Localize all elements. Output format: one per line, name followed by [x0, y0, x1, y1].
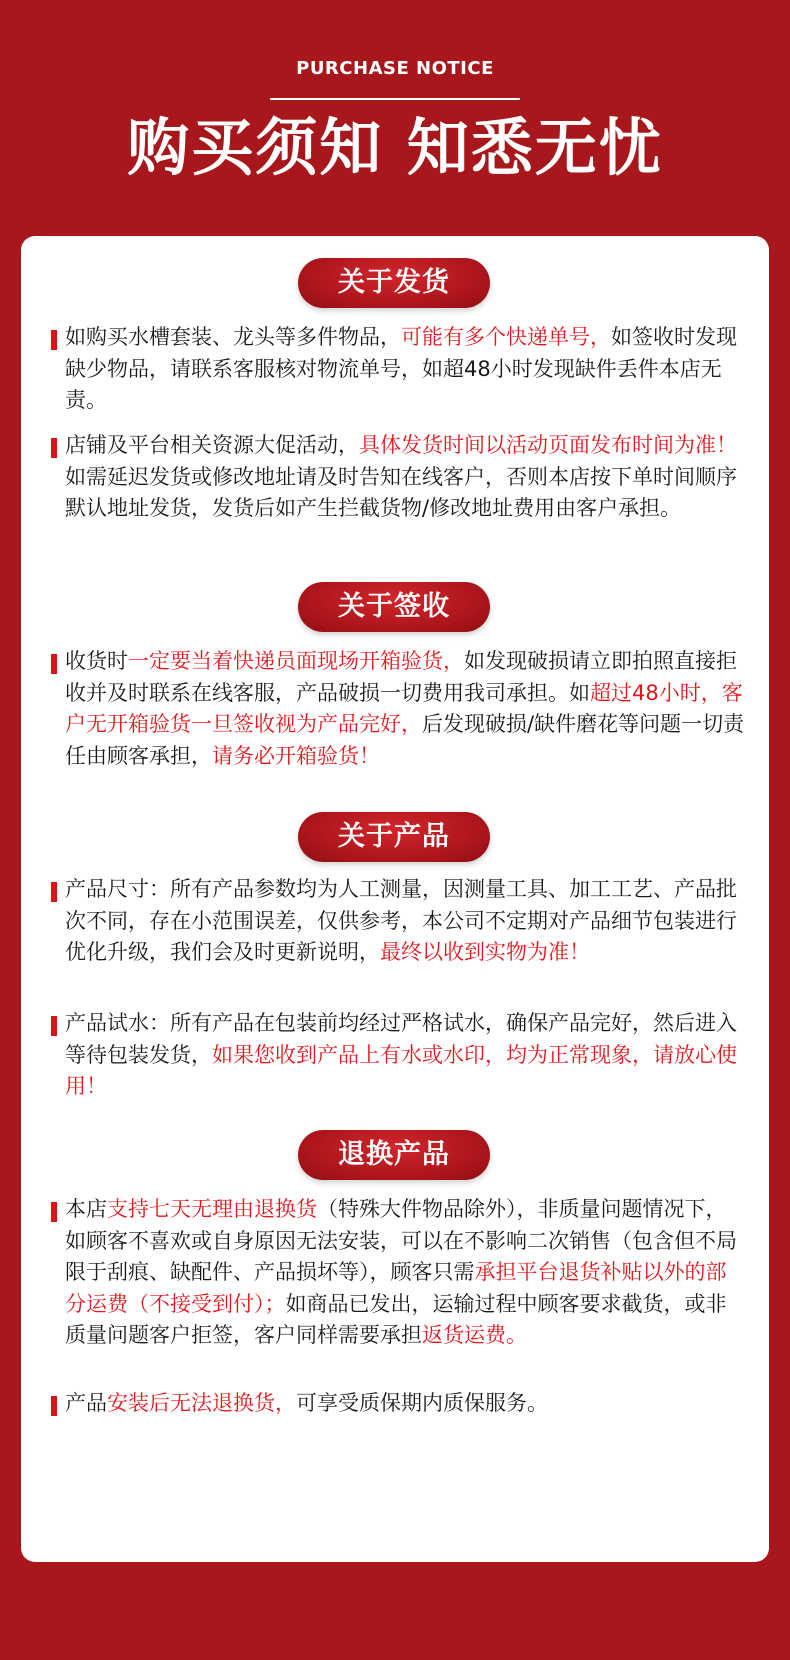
text-run: 如发现破损请立即拍照直接拒收并及时联系在线客服，产品破损一切费用我司承担。如	[65, 649, 737, 705]
text-run-highlight: 安装后无法退换货，	[107, 1391, 296, 1415]
shipping-paragraph-1	[45, 322, 745, 417]
bullet-bar	[51, 1396, 57, 1416]
text-run: 如商品已发出，运输过程中顾客要求截货，或非质量问题客户拒签，客户同样需要承担	[65, 1291, 727, 1347]
text-run-highlight: 可能有多个快递单号，	[401, 325, 611, 349]
text-run: （特殊大件物品除外），非质量问题情况下，如顾客不喜欢或自身原因无法安装，可以在不影响二次销售（包含但不局限于刮痕、缺配件、产品损坏等），顾客只需	[65, 1197, 737, 1284]
text-run-highlight: 如果您收到产品上有水或水印，均为正常现象，请放心使用！	[65, 1042, 737, 1098]
text-run-highlight: 返货运费。	[422, 1323, 527, 1347]
text-run: 产品尺寸：所有产品参数均为人工测量，因测量工具、加工工艺、产品批次不同，存在小范围误差，仅供参考，本公司不定期对产品细节包装进行优化升级，我们会及时更新说明，	[65, 877, 737, 964]
returns-paragraph-2	[45, 1388, 745, 1420]
text-run: 本店	[65, 1197, 107, 1221]
bullet-bar	[51, 654, 57, 674]
text-run-highlight: 超过48小时，客户无开箱验货一旦签收视为产品完好，	[65, 680, 743, 736]
product-paragraph-2	[45, 1008, 745, 1103]
section-title-receipt: 关于签收	[298, 582, 490, 632]
bullet-bar	[51, 330, 57, 350]
text-run: 如签收时发现缺少物品，请联系客服核对物流单号，如超48小时发现缺件丢件本店无责。	[65, 325, 737, 412]
product-paragraph-1	[45, 874, 745, 969]
text-run-highlight: 请务必开箱验货！	[212, 743, 380, 768]
receipt-paragraph-1	[45, 646, 745, 772]
text-run: 产品试水：所有产品在包装前均经过严格试水，确保产品完好，然后进入等待包装发货，	[65, 1011, 737, 1067]
text-run: 如购买水槽套装、龙头等多件物品，	[65, 325, 401, 349]
text-run: 收货时	[65, 649, 128, 673]
text-run-highlight: 最终以收到实物为准！	[380, 940, 590, 964]
text-run-highlight: 承担平台退货补贴以外的部分运费（不接受到付）；	[65, 1260, 727, 1316]
returns-paragraph-1	[45, 1194, 745, 1352]
bullet-bar	[51, 1202, 57, 1222]
section-title-returns: 退换产品	[298, 1130, 490, 1180]
text-run-highlight: 一定要当着快递员面现场开箱验货，	[128, 649, 464, 673]
title-divider	[270, 98, 520, 100]
text-run: 产品	[65, 1391, 107, 1415]
text-run: 可享受质保期内质保服务。	[296, 1391, 548, 1415]
bullet-bar	[51, 882, 57, 902]
notice-card	[21, 236, 769, 1562]
text-run: 如需延迟发货或修改地址请及时告知在线客户，否则本店按下单时间顺序默认地址发货，发货后如产生拦截货物/修改地址费用由客户承担。	[65, 464, 737, 520]
section-title-product: 关于产品	[298, 812, 490, 862]
text-run-highlight: 支持七天无理由退换货	[107, 1197, 317, 1221]
text-run-highlight: 具体发货时间以活动页面发布时间为准！	[359, 433, 737, 457]
text-run: 店铺及平台相关资源大促活动，	[65, 433, 359, 457]
header	[0, 0, 790, 230]
text-run: 后发现破损/缺件磨花等问题一切责任由顾客承担，	[65, 712, 745, 768]
chinese-title: 购买须知 知悉无忧	[127, 111, 663, 184]
english-title: PURCHASE NOTICE	[296, 58, 494, 79]
bullet-bar	[51, 1016, 57, 1036]
shipping-paragraph-2	[45, 430, 745, 525]
section-title-shipping: 关于发货	[298, 258, 490, 308]
bullet-bar	[51, 438, 57, 458]
